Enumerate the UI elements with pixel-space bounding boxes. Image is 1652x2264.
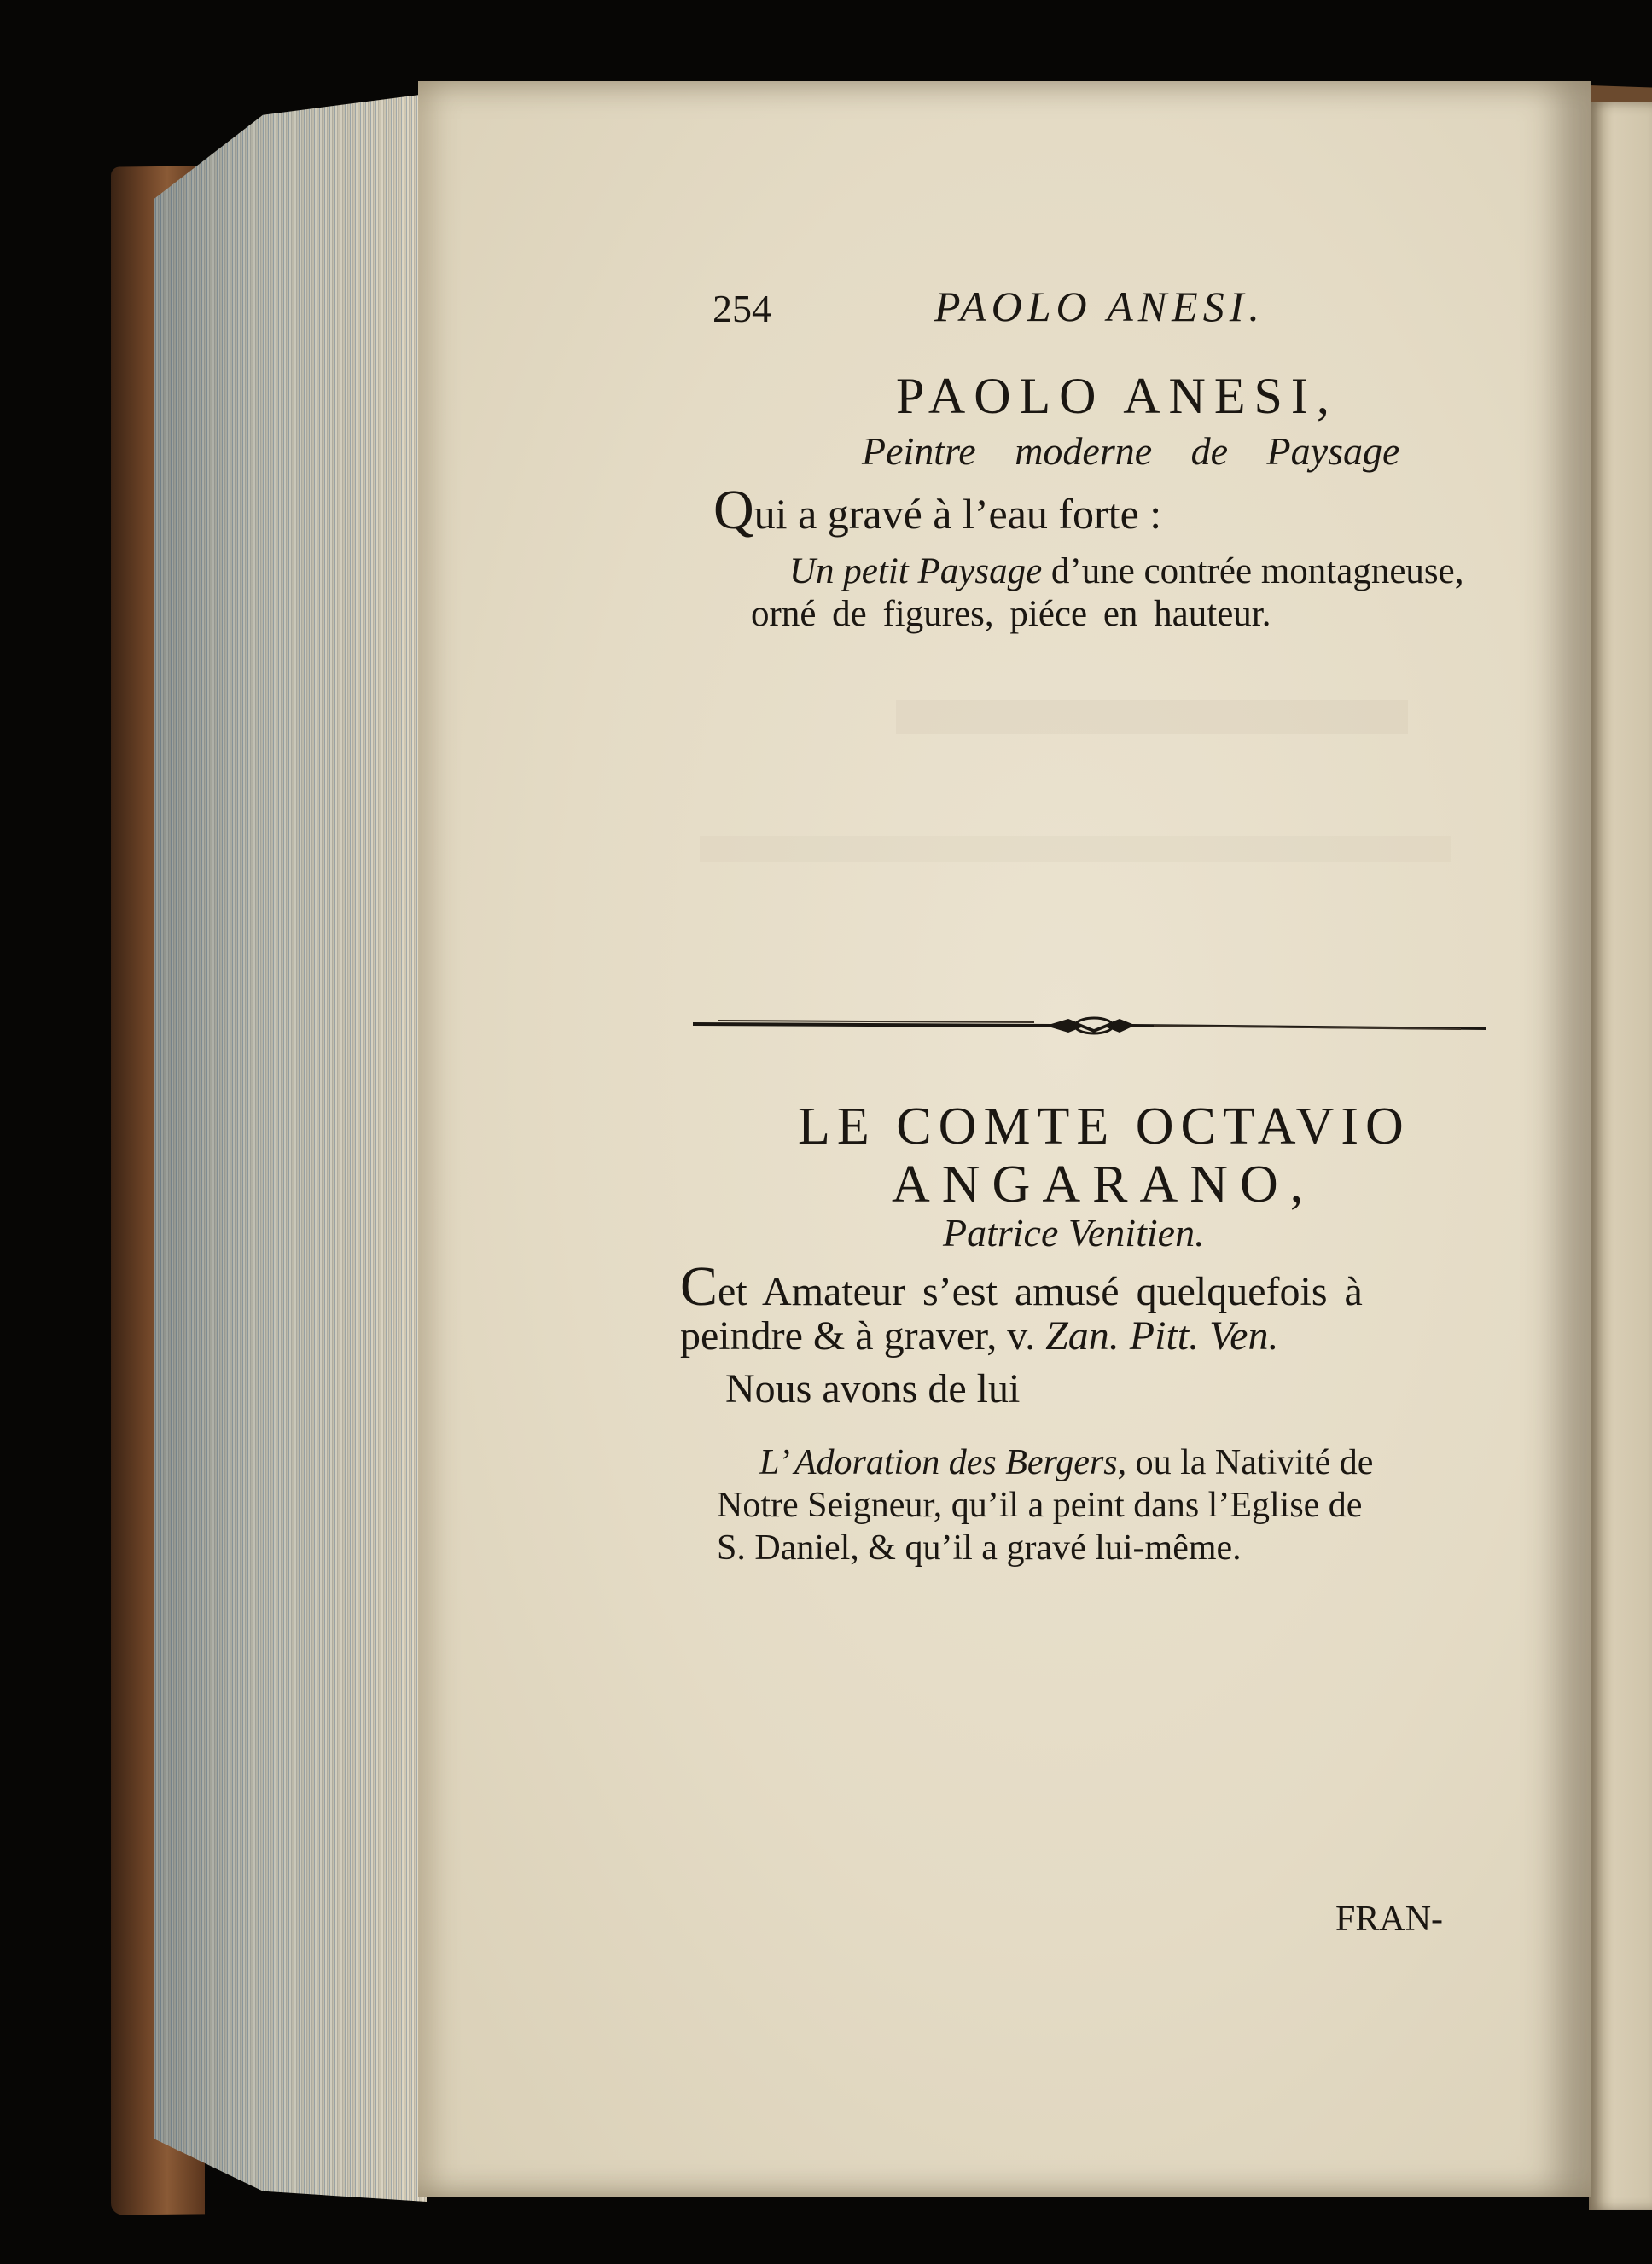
entry-heading: PAOLO ANESI, [896,368,1338,424]
lead-text: peindre & à graver, v. [680,1313,1046,1359]
running-head-title: PAOLO ANESI. [934,282,1265,330]
work-title: L’ Adoration des Bergers, [759,1443,1127,1482]
work-text: d’une contrée montagneuse, [1042,551,1464,591]
entry-heading-line2: ANGARANO, [892,1155,1316,1213]
show-through-smudge [700,836,1451,862]
work-text: ou la Nativité de [1126,1443,1374,1482]
entry-lead [713,478,1161,543]
catchword: FRAN- [1335,1900,1444,1939]
work-line: S. Daniel, & qu’il a gravé lui-même. [717,1528,1242,1568]
work-line [789,550,1463,592]
work-line: orné de figures, piéce en hauteur. [751,594,1271,634]
work-line [759,1442,1373,1483]
lead-initial: C [680,1255,718,1318]
entry-lead-line2 [680,1312,1278,1359]
entry-intro: Nous avons de lui [725,1366,1021,1411]
entry-subtitle: Peintre moderne de Paysage [862,429,1400,473]
entry-lead-line1 [680,1254,1363,1319]
ornamental-rule [693,1007,1486,1041]
page-number: 254 [713,287,771,330]
work-line: Notre Seigneur, qu’il a peint dans l’Eglise de [717,1486,1363,1525]
reference-citation: Zan. Pitt. Ven. [1045,1313,1279,1359]
page-stack-shade [154,94,427,2202]
lead-initial: Q [713,479,754,541]
entry-heading-line1: LE COMTE OCTAVIO [798,1097,1411,1155]
work-title: Un petit Paysage [789,551,1043,591]
lead-text: et Amateur s’est amusé quelquefois à [718,1269,1363,1314]
facing-page-edge [1589,102,1652,2210]
show-through-smudge [896,700,1408,734]
entry-subtitle: Patrice Venitien. [943,1211,1205,1254]
lead-text: ui a gravé à l’eau forte : [753,490,1162,538]
